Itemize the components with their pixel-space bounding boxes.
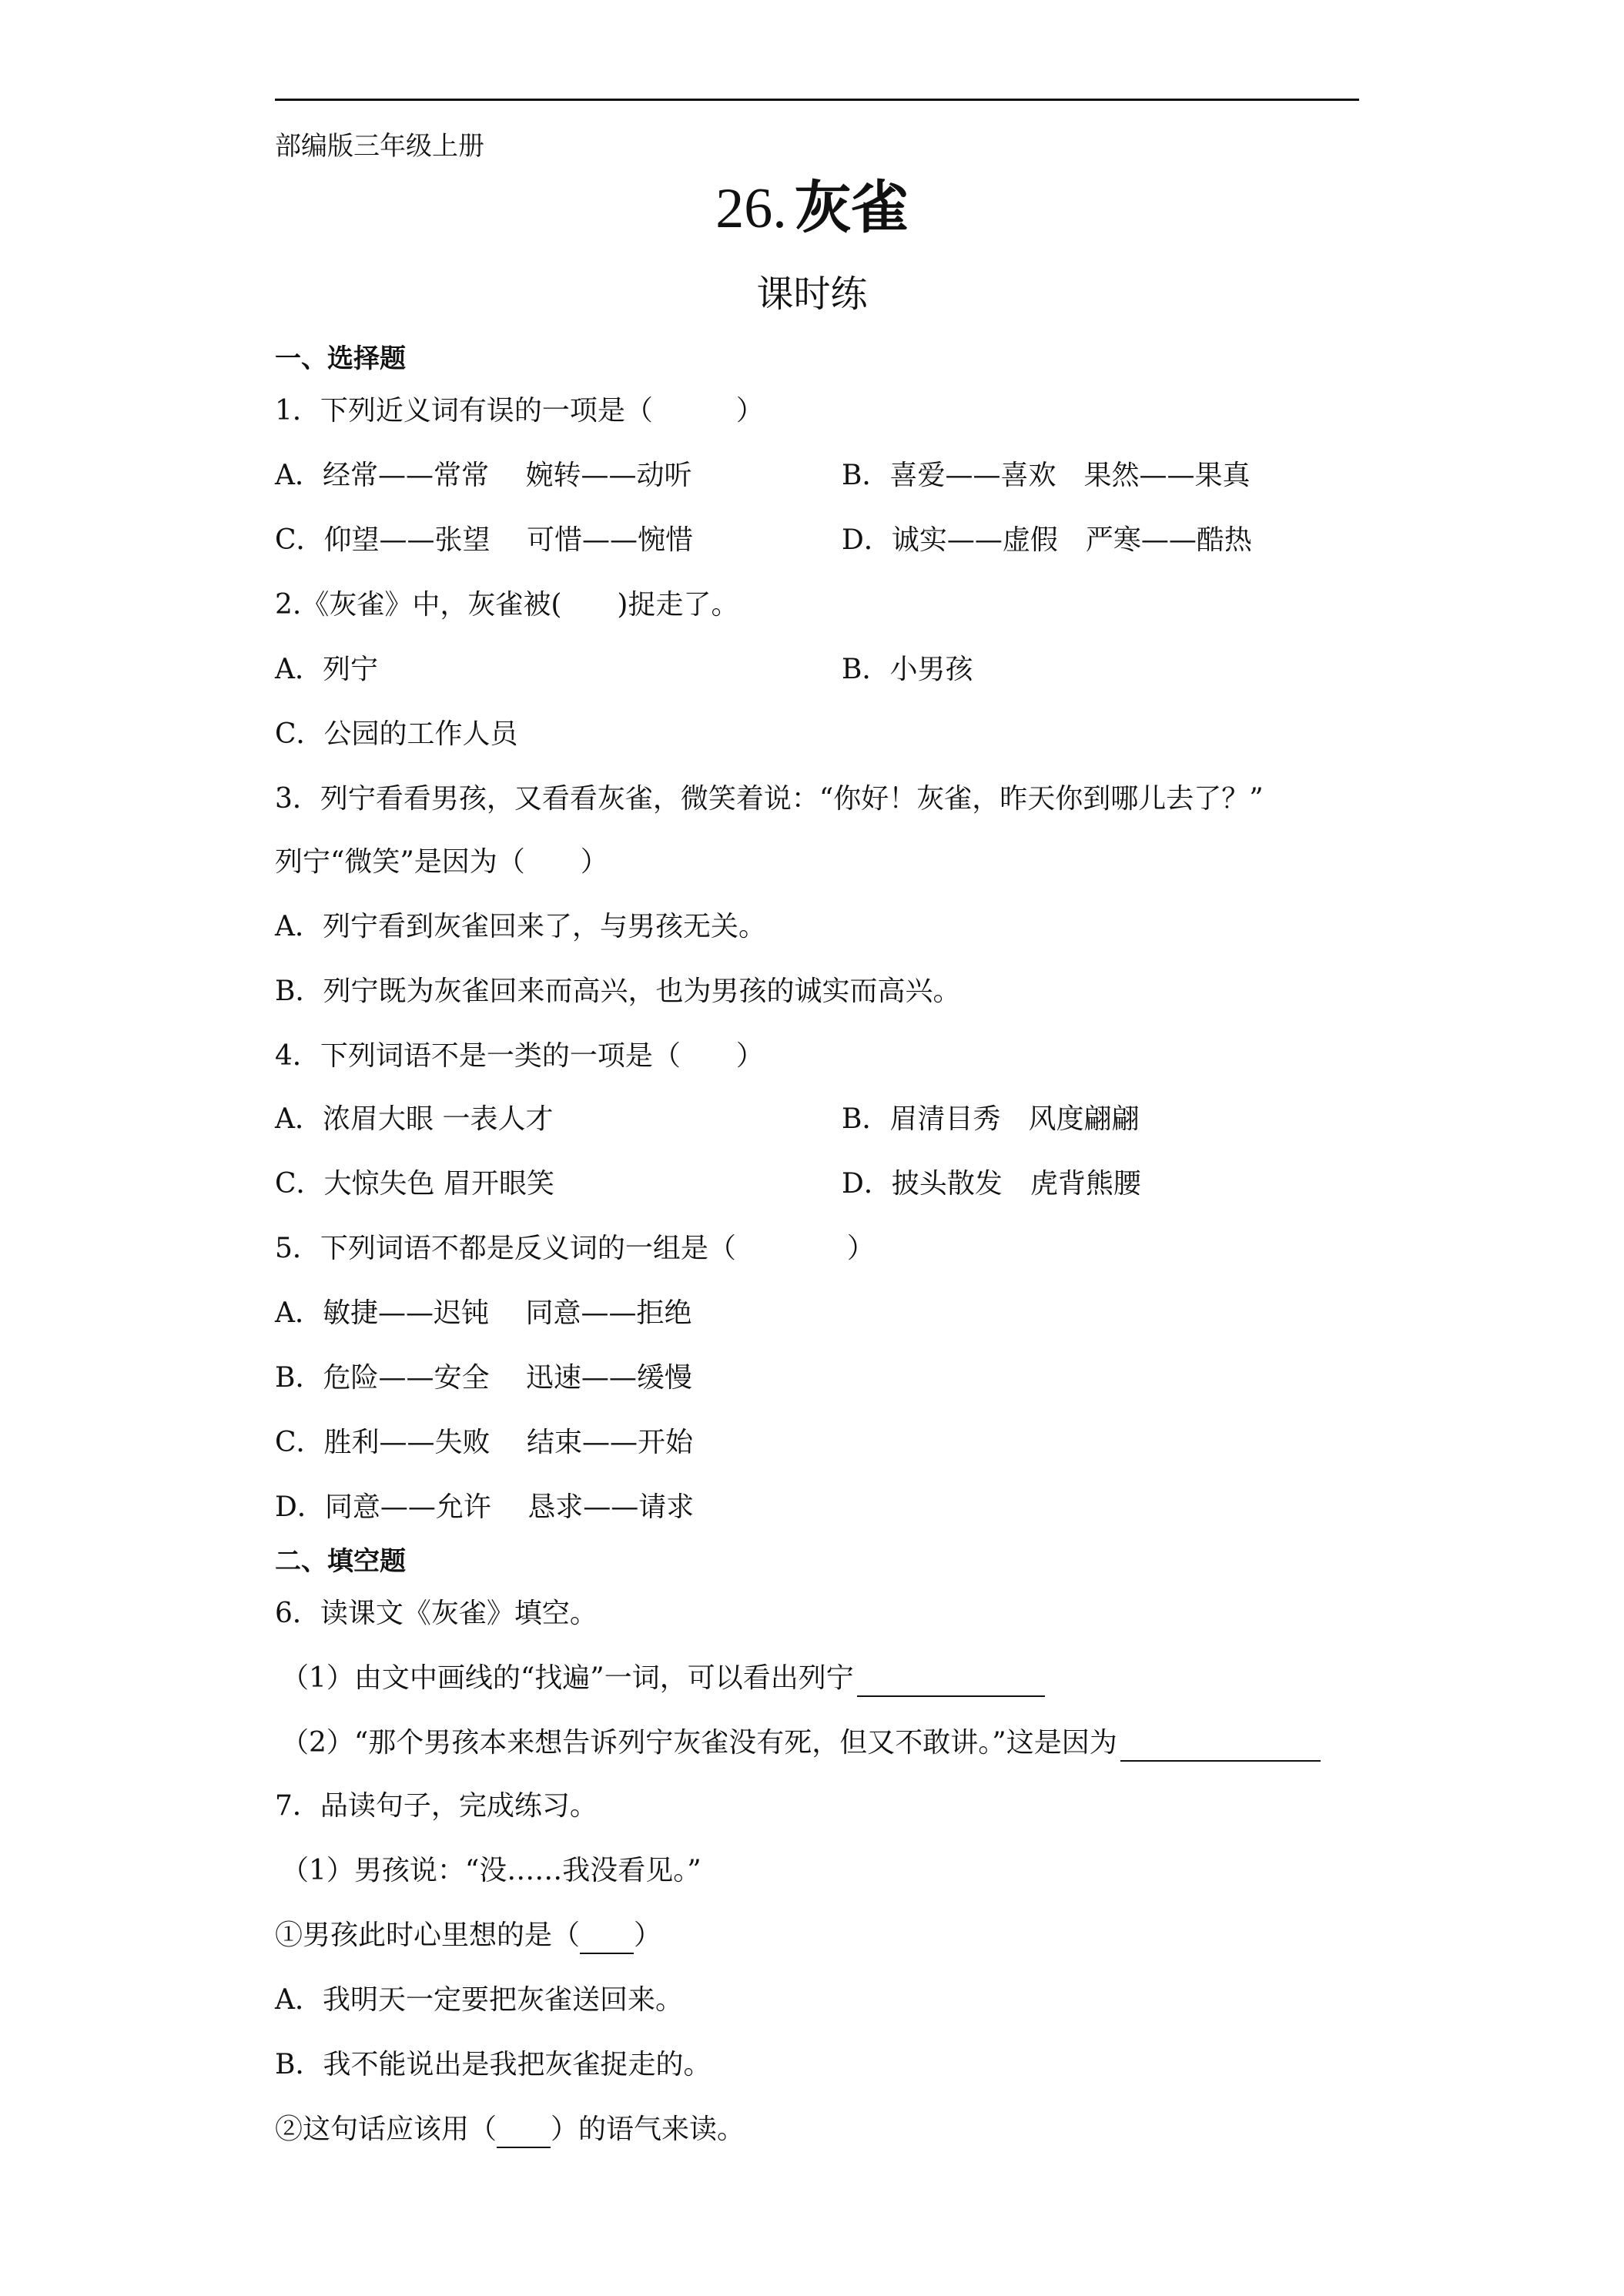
question-2-option-c: C．公园的工作人员: [275, 718, 518, 750]
question-3-stem-line2: 列宁“微笑”是因为（ ）: [275, 846, 608, 878]
question-7-sub-1-option-a: A．我明天一定要把灰雀送回来。: [275, 1984, 683, 2016]
question-5-option-c: C．胜利——失败 结束——开始: [275, 1427, 693, 1458]
grade-label: 部编版三年级上册: [275, 131, 484, 162]
section-heading-choice: 一、选择题: [275, 343, 406, 374]
question-1-option-b: B．喜爱——喜欢 果然——果真: [842, 460, 1251, 491]
question-7-sub-2-after: ）的语气来读。: [551, 2114, 745, 2145]
answer-blank-6-1[interactable]: [857, 1668, 1045, 1697]
question-2-option-b: B．小男孩: [842, 654, 973, 685]
header-rule: [275, 99, 1359, 101]
question-5-option-d: D．同意——允许 恳求——请求: [275, 1491, 695, 1523]
question-7-sub-1-option-b: B．我不能说出是我把灰雀捉走的。: [275, 2049, 712, 2080]
question-3-stem-line1: 3．列宁看看男孩，又看看灰雀，微笑着说：“你好！灰雀，昨天你到哪儿去了？”: [275, 783, 1264, 815]
question-5-stem: 5．下列词语不都是反义词的一组是（ ）: [275, 1233, 875, 1264]
answer-blank-7-1[interactable]: [580, 1926, 634, 1954]
question-2-option-a: A．列宁: [275, 654, 378, 685]
question-3-option-a: A．列宁看到灰雀回来了，与男孩无关。: [275, 911, 766, 942]
question-6-part-1-text: （1）由文中画线的“找遍”一词，可以看出列宁: [281, 1662, 854, 1694]
answer-blank-6-2[interactable]: [1120, 1732, 1321, 1762]
question-6-stem: 6．读课文《灰雀》填空。: [275, 1598, 598, 1629]
question-7-stem: 7．品读句子，完成练习。: [275, 1790, 598, 1822]
question-4-option-d: D．披头散发 虎背熊腰: [842, 1168, 1141, 1200]
page-subtitle: 课时练: [756, 273, 868, 316]
question-7-sub-2-text: ②这句话应该用（: [275, 2114, 497, 2145]
question-4-option-a: A．浓眉大眼 一表人才: [275, 1103, 554, 1135]
question-1-option-a: A．经常——常常 婉转——动听: [275, 460, 692, 491]
question-5-option-a: A．敏捷——迟钝 同意——拒绝: [275, 1297, 692, 1329]
question-1-option-c: C．仰望——张望 可惜——惋惜: [275, 524, 693, 556]
question-3-option-b: B．列宁既为灰雀回来而高兴，也为男孩的诚实而高兴。: [275, 976, 961, 1007]
question-6-part-2: [281, 1725, 1321, 1762]
question-7-part-1: （1）男孩说：“没……我没看见。”: [281, 1855, 702, 1886]
lesson-number: 26.: [715, 177, 787, 240]
question-6-part-1: [281, 1660, 1045, 1697]
question-5-option-b: B．危险——安全 迅速——缓慢: [275, 1362, 692, 1394]
lesson-title: 灰雀: [794, 175, 909, 241]
question-4-option-b: B．眉清目秀 风度翩翩: [842, 1103, 1140, 1135]
question-7-sub-1-text: ①男孩此时心里想的是（: [275, 1919, 581, 1951]
page-title: [0, 171, 1624, 246]
question-6-part-2-text: （2）“那个男孩本来想告诉列宁灰雀没有死，但又不敢讲。”这是因为: [281, 1727, 1117, 1759]
question-1-option-d: D．诚实——虚假 严寒——酷热: [842, 524, 1252, 556]
question-4-option-c: C．大惊失色 眉开眼笑: [275, 1168, 554, 1200]
question-7-sub-1-close: ）: [634, 1919, 662, 1951]
section-heading-fill: 二、填空题: [275, 1546, 406, 1577]
question-2-stem: 2.《灰雀》中，灰雀被( )捉走了。: [275, 589, 739, 621]
answer-blank-7-2[interactable]: [497, 2120, 551, 2148]
question-1-stem: 1．下列近义词有误的一项是（ ）: [275, 395, 764, 427]
question-7-sub-2: [275, 2111, 745, 2148]
question-4-stem: 4．下列词语不是一类的一项是（ ）: [275, 1040, 764, 1072]
question-7-sub-1: [275, 1917, 661, 1954]
